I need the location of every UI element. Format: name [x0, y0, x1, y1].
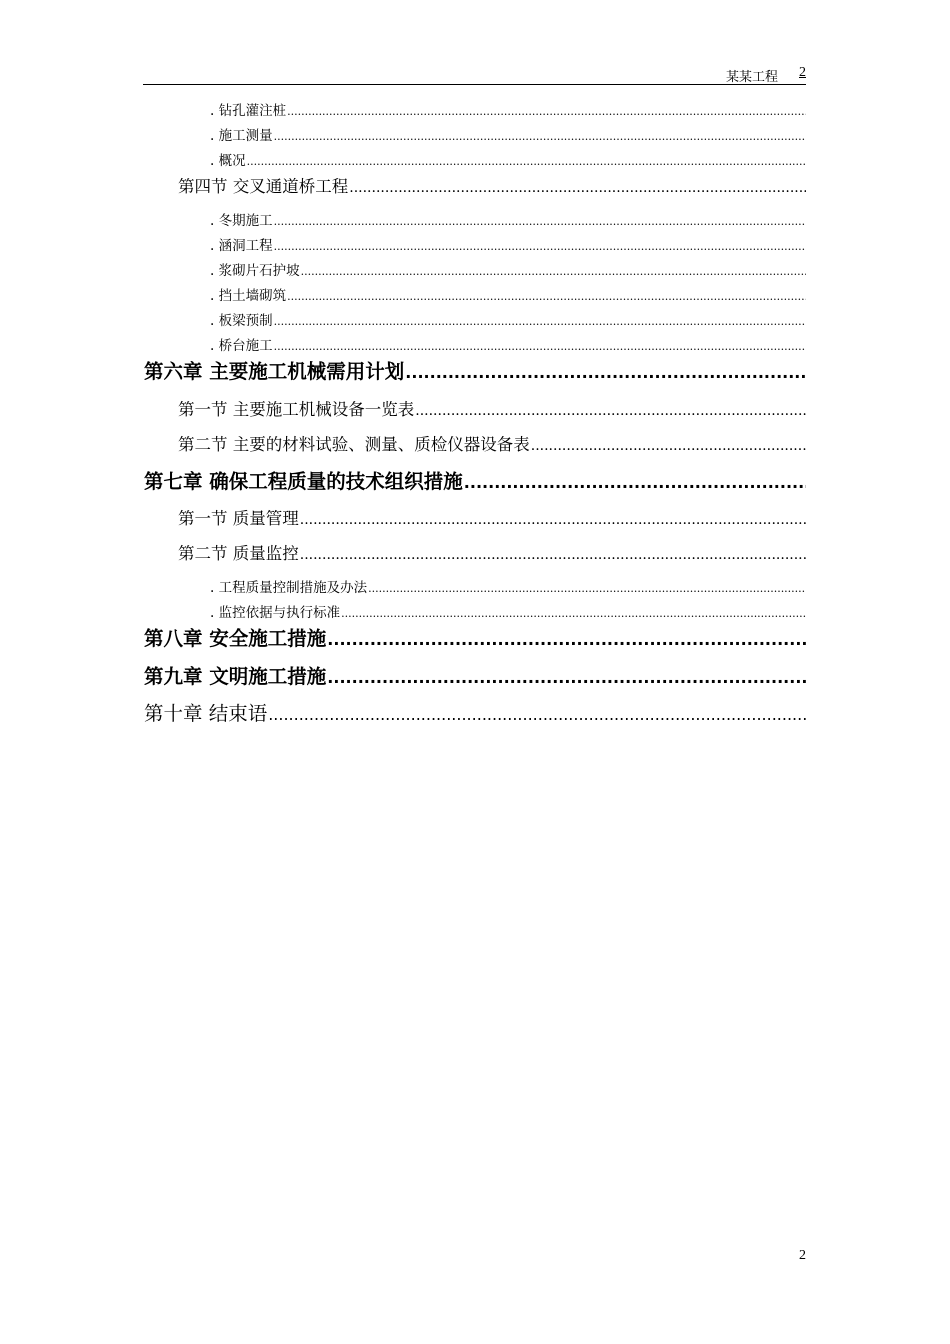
- toc-entry-label: . 冬期施工: [210, 213, 273, 229]
- toc-entry-label: 第一节 主要施工机械设备一览表: [178, 400, 415, 419]
- toc-entry[interactable]: [0, 209, 806, 229]
- toc-dot-leader: [268, 705, 806, 724]
- toc-entry[interactable]: [0, 99, 806, 119]
- toc-entry-label: . 钻孔灌注桩: [210, 103, 287, 119]
- toc-entry[interactable]: [0, 698, 806, 726]
- toc-entry[interactable]: [0, 576, 806, 596]
- toc-entry-label: 第二节 主要的材料试验、测量、质检仪器设备表: [178, 435, 530, 454]
- toc-entry[interactable]: [0, 309, 806, 329]
- toc-dot-leader: [300, 547, 806, 563]
- toc-dot-leader: [341, 607, 806, 620]
- toc-entry-label: 第七章 确保工程质量的技术组织措施: [144, 470, 463, 493]
- toc-entry[interactable]: [0, 396, 806, 420]
- toc-entry[interactable]: [0, 124, 806, 144]
- toc-entry-label: . 涵洞工程: [210, 238, 273, 254]
- toc-dot-leader: [415, 403, 806, 419]
- toc-dot-leader: [274, 340, 806, 353]
- toc-dot-leader: [274, 215, 806, 228]
- toc-entry[interactable]: [0, 540, 806, 564]
- header-title: 某某工程: [725, 70, 778, 85]
- toc-entry[interactable]: [0, 623, 806, 651]
- toc-entry-label: . 板梁预制: [210, 313, 273, 329]
- toc-entry-label: 第八章 安全施工措施: [144, 627, 327, 650]
- toc-dot-leader: [274, 130, 806, 143]
- toc-dot-leader: [301, 265, 806, 278]
- toc-entry-label: . 概况: [210, 153, 246, 169]
- toc-entry[interactable]: [0, 505, 806, 529]
- toc-dot-leader: [327, 630, 806, 649]
- toc-entry[interactable]: [0, 466, 806, 494]
- toc-dot-leader: [274, 315, 806, 328]
- footer-page-number: 2: [799, 1248, 806, 1263]
- toc-dot-leader: [405, 363, 806, 382]
- toc-entry[interactable]: [0, 149, 806, 169]
- toc-entry-label: . 监控依据与执行标准: [210, 605, 341, 621]
- toc-dot-leader: [349, 180, 806, 196]
- toc-entry-label: . 挡土墙砌筑: [210, 288, 287, 304]
- toc-entry-label: 第一节 质量管理: [178, 509, 299, 528]
- toc-dot-leader: [464, 473, 806, 492]
- page-header: [143, 62, 806, 85]
- toc-entry-label: . 施工测量: [210, 128, 273, 144]
- header-page-number: 2: [799, 65, 806, 80]
- toc-entry-label: 第四节 交叉通道桥工程: [178, 177, 349, 196]
- toc-entry-label: 第九章 文明施工措施: [144, 665, 327, 688]
- toc-entry-label: . 桥台施工: [210, 338, 273, 354]
- toc-entry[interactable]: [0, 284, 806, 304]
- toc-entry[interactable]: [0, 173, 806, 197]
- toc-entry[interactable]: [0, 431, 806, 455]
- toc-entry-label: 第十章 结束语: [144, 702, 268, 725]
- toc-entry[interactable]: [0, 601, 806, 621]
- toc-entry-label: 第二节 质量监控: [178, 544, 299, 563]
- toc-dot-leader: [327, 668, 806, 687]
- toc-dot-leader: [300, 512, 806, 528]
- toc-entry[interactable]: [0, 234, 806, 254]
- toc-dot-leader: [531, 438, 806, 454]
- toc-entry[interactable]: [0, 259, 806, 279]
- toc-dot-leader: [287, 290, 806, 303]
- toc-entry[interactable]: [0, 334, 806, 354]
- toc-dot-leader: [368, 582, 806, 595]
- toc-entry-label: 第六章 主要施工机械需用计划: [144, 360, 405, 383]
- toc-entry-label: . 工程质量控制措施及办法: [210, 580, 368, 596]
- toc-dot-leader: [287, 105, 806, 118]
- toc-entry-label: . 浆砌片石护坡: [210, 263, 300, 279]
- toc-entry[interactable]: [0, 661, 806, 689]
- toc-dot-leader: [274, 240, 806, 253]
- toc-dot-leader: [247, 155, 806, 168]
- toc-entry[interactable]: [0, 356, 806, 384]
